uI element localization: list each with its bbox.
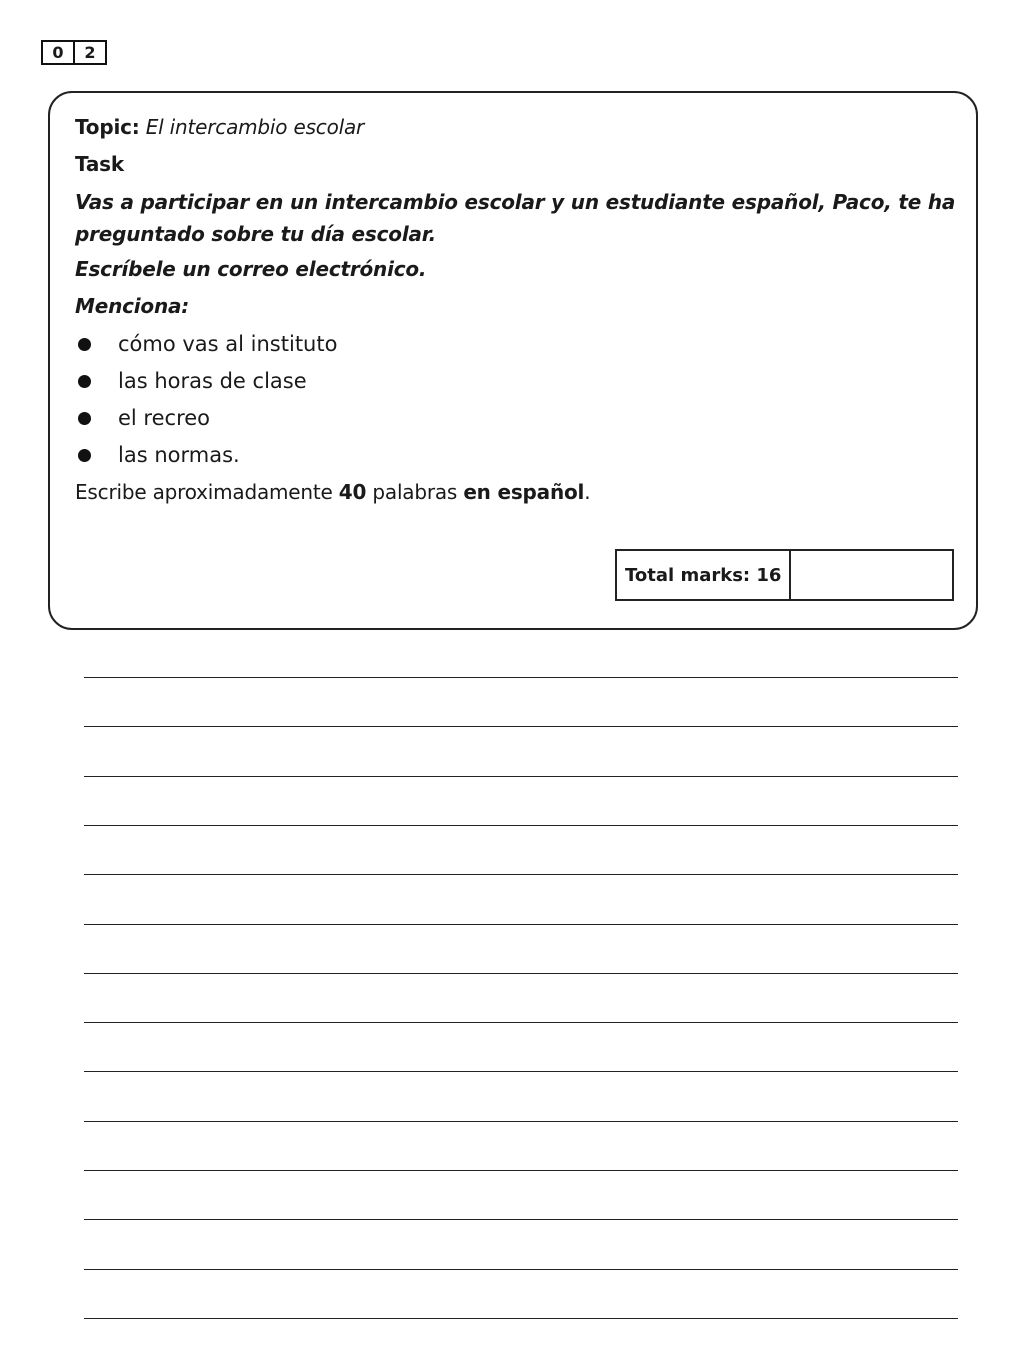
total-marks-box xyxy=(615,549,954,601)
question-number-box xyxy=(41,40,107,65)
answer-line[interactable] xyxy=(84,1219,958,1220)
answer-line[interactable] xyxy=(84,1071,958,1072)
bullet-item xyxy=(78,405,210,431)
bullet-item xyxy=(78,331,337,357)
bullet-label: las normas. xyxy=(118,443,240,467)
answer-line[interactable] xyxy=(84,1318,958,1319)
bullet-item xyxy=(78,368,307,394)
bullet-dot-icon xyxy=(78,375,91,388)
instruction-line-4: Menciona: xyxy=(75,294,190,318)
question-number-digit-1: 0 xyxy=(52,43,64,62)
instruction-line-1: Vas a participar en un intercambio escolar y un estudiante español, Paco, te ha xyxy=(75,190,956,214)
word-count-text-1: Escribe aproximadamente xyxy=(75,480,339,504)
question-number-digit-2: 2 xyxy=(73,42,105,63)
answer-line[interactable] xyxy=(84,874,958,875)
answer-line[interactable] xyxy=(84,924,958,925)
bullet-dot-icon xyxy=(78,338,91,351)
word-count-text-2: palabras xyxy=(366,480,464,504)
topic-line xyxy=(75,115,364,139)
bullet-dot-icon xyxy=(78,449,91,462)
answer-line[interactable] xyxy=(84,825,958,826)
instruction-line-3: Escríbele un correo electrónico. xyxy=(75,257,427,281)
bullet-label: las horas de clase xyxy=(118,369,307,393)
total-marks-value-cell[interactable] xyxy=(791,551,952,599)
answer-line[interactable] xyxy=(84,1022,958,1023)
task-heading: Task xyxy=(75,152,124,176)
total-marks-label: Total marks: 16 xyxy=(617,551,791,599)
topic-value: El intercambio escolar xyxy=(145,115,365,139)
word-count-language: en español xyxy=(463,480,585,504)
word-count-number: 40 xyxy=(338,480,367,504)
answer-line[interactable] xyxy=(84,1121,958,1122)
answer-line[interactable] xyxy=(84,677,958,678)
answer-line[interactable] xyxy=(84,1170,958,1171)
answer-line[interactable] xyxy=(84,973,958,974)
word-count-instruction xyxy=(75,480,590,504)
answer-line[interactable] xyxy=(84,726,958,727)
bullet-label: el recreo xyxy=(118,406,211,430)
bullet-item xyxy=(78,442,240,468)
bullet-label: cómo vas al instituto xyxy=(118,332,338,356)
answer-line[interactable] xyxy=(84,1269,958,1270)
answer-line[interactable] xyxy=(84,776,958,777)
instruction-line-2: preguntado sobre tu día escolar. xyxy=(75,222,436,246)
topic-label: Topic: xyxy=(75,115,140,139)
bullet-dot-icon xyxy=(78,412,91,425)
word-count-text-3: . xyxy=(584,480,591,504)
